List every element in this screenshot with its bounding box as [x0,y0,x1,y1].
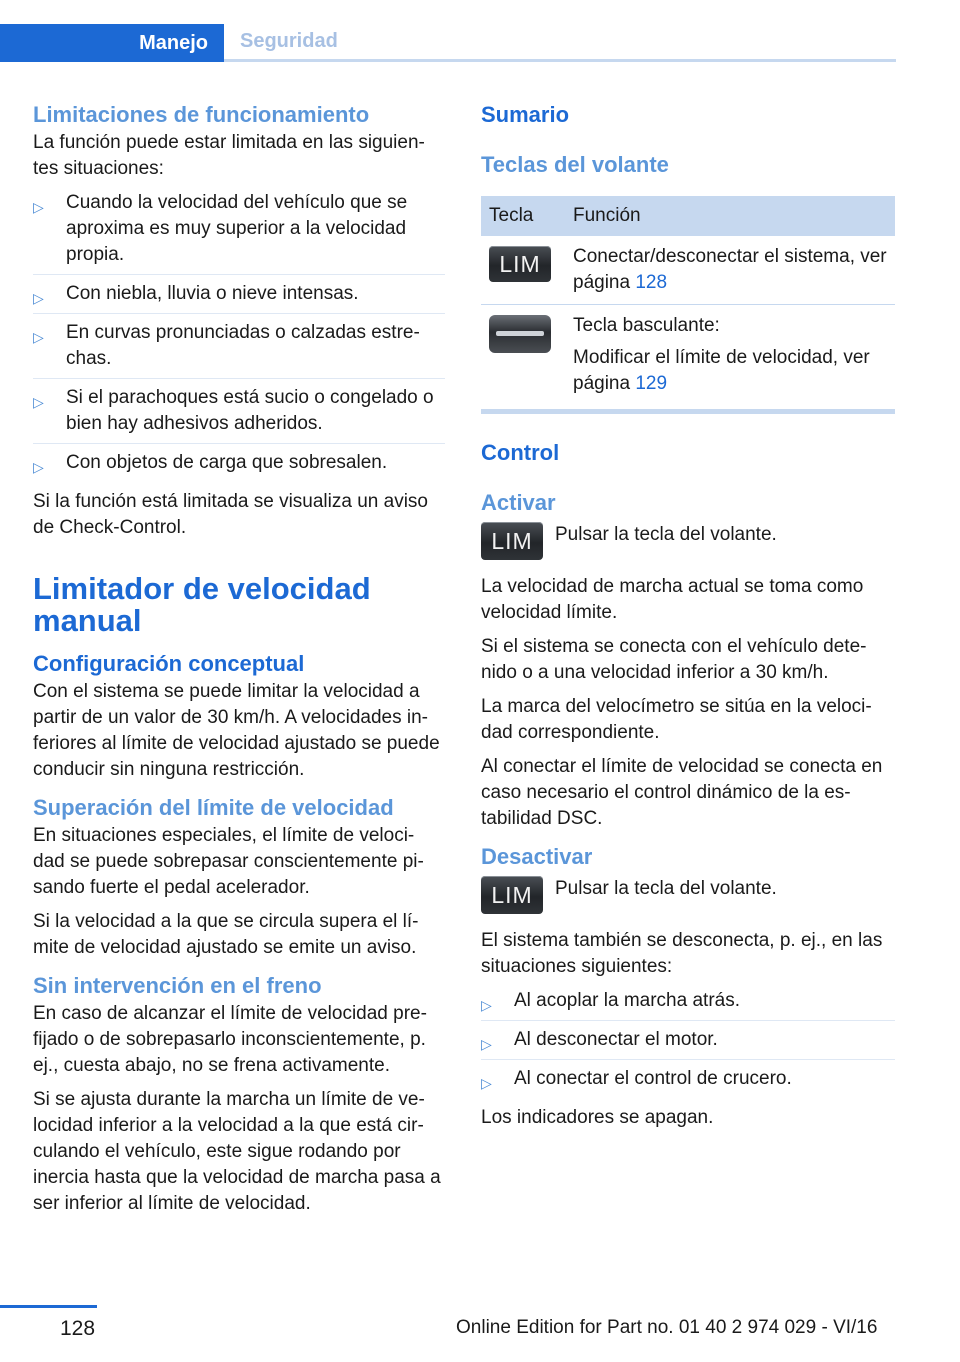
list-item [33,281,445,314]
row2-text: Modificar el límite de velocidad, ver página [573,347,870,394]
list-item [33,190,445,275]
paragraph-configuracion: Con el sistema se puede limitar la velocidad a partir de un valor de 30 km/h. A velocidades in-feriores al límite de velocidad ajustado se puede conducir sin ninguna restricción. [33,681,440,780]
triangle-bullet-icon: ▷ [33,290,44,306]
table-header-tecla: Tecla [481,196,565,236]
page-number: 128 [60,1317,96,1340]
activate-instruction [481,522,895,560]
list-item-text: Al conectar el control de crucero. [514,1068,792,1089]
heading-control: Control [481,440,560,465]
list-item-text: Al acoplar la marcha atrás. [514,990,740,1011]
heading-limitador-manual: Limitador de velocidad manual [33,571,371,638]
lim-button-icon: LIM [489,246,551,282]
table-cell-function [565,305,895,412]
list-item-text: Con objetos de carga que sobresalen. [66,452,388,473]
paragraph-desactivar-2: Los indicadores se apagan. [481,1107,714,1128]
limitations-list [33,190,445,482]
deactivation-list [481,988,895,1098]
paragraph-freno-2: Si se ajusta durante la marcha un límite de ve-locidad inferior a la velocidad a la que está cir-culando el vehículo, este sigue rodando por inercia hasta que la velocidad de marcha pasa a ser inferior al límite de velocidad. [33,1089,441,1214]
heading-configuracion: Configuración conceptual [33,651,305,676]
edition-footer: Online Edition for Part no. 01 40 2 974 029 - VI/16 [456,1317,878,1338]
triangle-bullet-icon: ▷ [33,199,44,215]
left-column [33,100,445,1225]
table-cell-function [565,236,895,305]
top-navigation [0,0,960,62]
triangle-bullet-icon: ▷ [481,997,492,1013]
right-column [481,100,895,1139]
heading-activar: Activar [481,490,556,515]
heading-desactivar: Desactivar [481,844,593,869]
list-item-text: Si el parachoques está sucio o congelado o bien hay adhesivos adheridos. [66,387,434,434]
triangle-bullet-icon: ▷ [481,1036,492,1052]
heading-teclas-volante: Teclas del volante [481,152,669,177]
list-item [481,1066,895,1098]
list-item-text: En curvas pronunciadas o calzadas estre-chas. [66,322,420,369]
paragraph-freno-1: En caso de alcanzar el límite de velocidad pre-fijado o de sobrepasarlo inconscientemente, p. ej., cuesta abajo, no se frena activamente. [33,1003,427,1076]
heading-superacion: Superación del límite de velocidad [33,795,394,820]
paragraph-check-control: Si la función está limitada se visualiza un aviso de Check-Control. [33,491,428,538]
triangle-bullet-icon: ▷ [33,459,44,475]
lim-button-icon: LIM [481,522,543,560]
table-row [481,236,895,305]
page-link-128[interactable]: 128 [635,272,668,293]
rocker-switch-icon [489,315,551,353]
heading-sin-intervencion: Sin intervención en el freno [33,973,322,998]
list-item [33,320,445,379]
tab-seguridad[interactable]: Seguridad [224,24,896,62]
table-header-funcion: Función [565,196,895,236]
paragraph-limitaciones-intro: La función puede estar limitada en las siguien-tes situaciones: [33,132,425,179]
steering-keys-table [481,196,895,414]
list-item [481,1027,895,1060]
paragraph-superacion-2: Si la velocidad a la que se circula supera el lí-mite de velocidad ajustado se emite un aviso. [33,911,419,958]
heading-limitaciones: Limitaciones de funcionamiento [33,102,370,127]
paragraph-activar-3: La marca del velocímetro se sitúa en la veloci-dad correspondiente. [481,696,872,743]
paragraph-superacion-1: En situaciones especiales, el límite de veloci-dad se puede sobrepasar conscientemente pi-sando fuerte el pedal acelerador. [33,825,424,898]
paragraph-desactivar-1: El sistema también se desconecta, p. ej., en las situaciones siguientes: [481,930,883,977]
list-item-text: Con niebla, lluvia o nieve intensas. [66,283,359,304]
triangle-bullet-icon: ▷ [33,329,44,345]
list-item-text: Cuando la velocidad del vehículo que se aproxima es muy superior a la velocidad propia. [66,192,408,265]
list-item [33,385,445,444]
row2-title: Tecla basculante: [573,315,720,336]
paragraph-activar-pulsar: Pulsar la tecla del volante. [555,524,777,545]
list-item-text: Al desconectar el motor. [514,1029,718,1050]
table-row [481,305,895,412]
page-link-129[interactable]: 129 [635,373,668,394]
paragraph-activar-4: Al conectar el límite de velocidad se conecta en caso necesario el control dinámico de la es-tabilidad DSC. [481,756,883,829]
footer-accent-line [0,1305,97,1308]
paragraph-desactivar-pulsar: Pulsar la tecla del volante. [555,878,777,899]
heading-sumario: Sumario [481,102,570,127]
lim-button-icon: LIM [481,876,543,914]
paragraph-activar-1: La velocidad de marcha actual se toma como velocidad límite. [481,576,864,623]
list-item [481,988,895,1021]
triangle-bullet-icon: ▷ [33,394,44,410]
list-item [33,450,445,482]
triangle-bullet-icon: ▷ [481,1075,492,1091]
tab-manejo[interactable]: Manejo [0,24,224,62]
deactivate-instruction [481,876,895,914]
row1-text: Conectar/desconectar el sistema, ver página [573,246,887,293]
paragraph-activar-2: Si el sistema se conecta con el vehículo dete-nido o a una velocidad inferior a 30 km/h. [481,636,867,683]
